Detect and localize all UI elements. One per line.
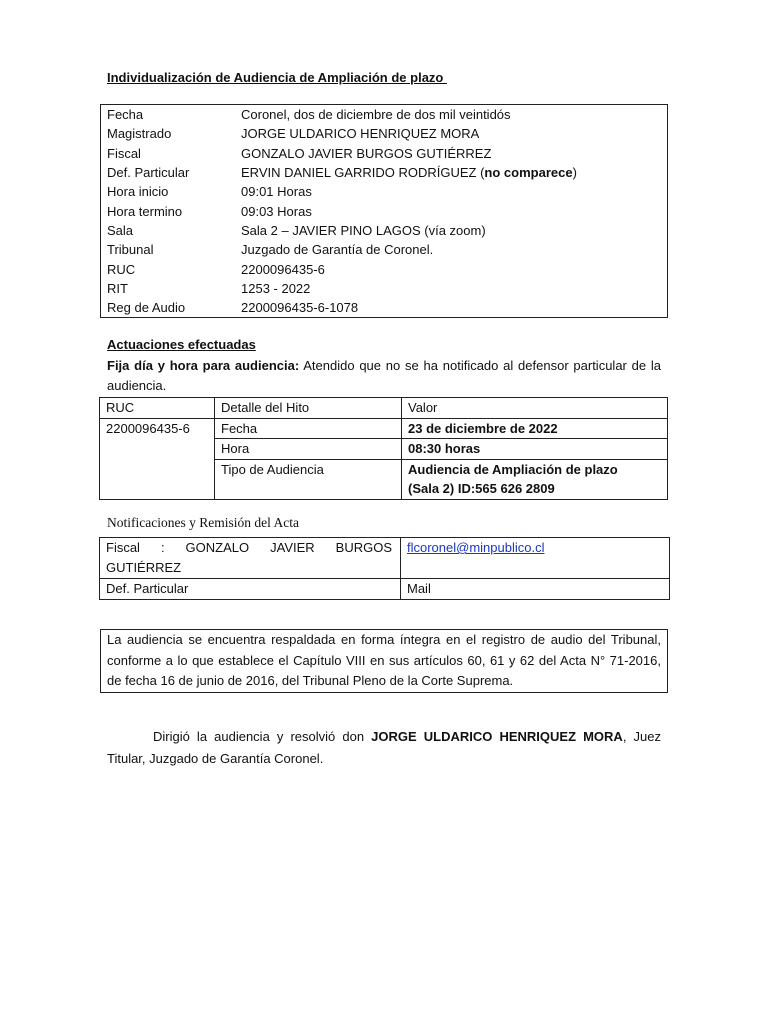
detail-label: Fiscal (107, 145, 141, 161)
col-header-valor: Valor (402, 398, 668, 419)
fiscal-last: GUTIÉRREZ (106, 560, 182, 575)
hito-valor-line2: (Sala 2) ID:565 626 2809 (408, 481, 555, 496)
detail-label: Reg de Audio (107, 300, 186, 316)
detail-row (101, 259, 668, 278)
detail-value: Coronel, dos de diciembre de dos mil veintidós (241, 107, 511, 123)
notificaciones-table (99, 537, 670, 600)
detail-label: Magistrado (107, 126, 172, 142)
detail-value: 1253 - 2022 (241, 280, 311, 296)
hitos-table (99, 397, 668, 500)
hito-valor-line1: Audiencia de Ampliación de plazo (408, 461, 618, 477)
detail-row (101, 298, 668, 318)
hearing-details-table (100, 104, 668, 318)
fiscal-sep: : (160, 540, 165, 555)
detail-label: Hora termino (107, 203, 183, 219)
detail-label: Def. Particular (107, 165, 190, 181)
detail-label: RIT (107, 280, 128, 296)
hito-detalle: Fecha (215, 418, 402, 439)
detail-row (101, 221, 668, 240)
detail-row (101, 124, 668, 143)
detail-label: RUC (107, 261, 136, 277)
hito-ruc: 2200096435-6 (100, 418, 215, 499)
fiscal-line (106, 538, 400, 558)
actuaciones-text: Atendido que no se ha notificado al defensor particular de la audiencia. (107, 358, 661, 393)
col-header-ruc: RUC (100, 398, 215, 419)
col-header-detalle: Detalle del Hito (215, 398, 402, 419)
fiscal-word: GONZALO (185, 540, 250, 555)
detail-value: 09:03 Horas (241, 203, 312, 219)
detail-label: Tribunal (107, 242, 154, 258)
closing-paragraph (107, 726, 661, 770)
table-row (100, 418, 668, 439)
fiscal-word: BURGOS (335, 540, 392, 555)
detail-value: 2200096435-6 (241, 261, 325, 277)
notificaciones-heading: Notificaciones y Remisión del Acta (107, 515, 299, 530)
detail-value: GONZALO JAVIER BURGOS GUTIÉRREZ (241, 145, 492, 161)
detail-label: Hora inicio (107, 184, 169, 200)
detail-value (235, 163, 668, 182)
detail-row (101, 163, 668, 182)
fiscal-word: JAVIER (270, 540, 315, 555)
detail-row (101, 201, 668, 220)
def-close-paren: ) (572, 165, 577, 181)
no-comparece-note: no comparece (484, 165, 573, 181)
actuaciones-heading: Actuaciones efectuadas (107, 337, 256, 352)
fiscal-cell (100, 538, 401, 579)
closing-after: , Juez Titular, Juzgado de Garantía Coronel. (107, 729, 661, 766)
hito-valor (402, 459, 668, 499)
closing-before: Dirigió la audiencia y resolvió don (153, 729, 372, 744)
hitos-header-row (100, 398, 668, 419)
hito-detalle: Tipo de Audiencia (215, 459, 402, 499)
def-name: ERVIN DANIEL GARRIDO RODRÍGUEZ ( (241, 165, 485, 181)
registro-box: La audiencia se encuentra respaldada en forma íntegra en el registro de audio del Tribunal, conforme a lo que establece el Capítulo VIII en sus artículos 60, 61 y 62 del Acta N° 71-2016, de fecha 16 de junio de 2016, del Tribunal Pleno de la Corte Suprema. (100, 629, 668, 693)
detail-value: 09:01 Horas (241, 184, 312, 200)
actuaciones-paragraph (107, 356, 661, 395)
detail-value: Sala 2 – JAVIER PINO LAGOS (vía zoom) (241, 222, 486, 238)
def-label: Def. Particular (100, 579, 401, 600)
fiscal-email-link[interactable]: flcoronel@minpublico.cl (407, 540, 545, 555)
actuaciones-lead: Fija día y hora para audiencia: (107, 358, 300, 373)
detail-label: Sala (107, 222, 134, 238)
hito-valor: 08:30 horas (402, 439, 668, 460)
detail-value: 2200096435-6-1078 (241, 300, 359, 316)
fiscal-email-cell (401, 538, 670, 579)
detail-label: Fecha (107, 107, 144, 123)
detail-row (101, 144, 668, 163)
detail-row (101, 240, 668, 259)
table-row (100, 538, 670, 579)
detail-row (101, 279, 668, 298)
judge-name: JORGE ULDARICO HENRIQUEZ MORA (371, 729, 623, 744)
page-title: Individualización de Audiencia de Ampliación de plazo (107, 70, 447, 85)
def-value: Mail (401, 579, 670, 600)
hito-detalle: Hora (215, 439, 402, 460)
detail-row (101, 182, 668, 201)
detail-value: JORGE ULDARICO HENRIQUEZ MORA (241, 126, 480, 142)
hito-valor: 23 de diciembre de 2022 (402, 418, 668, 439)
table-row (100, 579, 670, 600)
detail-row (101, 105, 668, 125)
fiscal-label: Fiscal (106, 540, 140, 555)
detail-value: Juzgado de Garantía de Coronel. (241, 242, 434, 258)
